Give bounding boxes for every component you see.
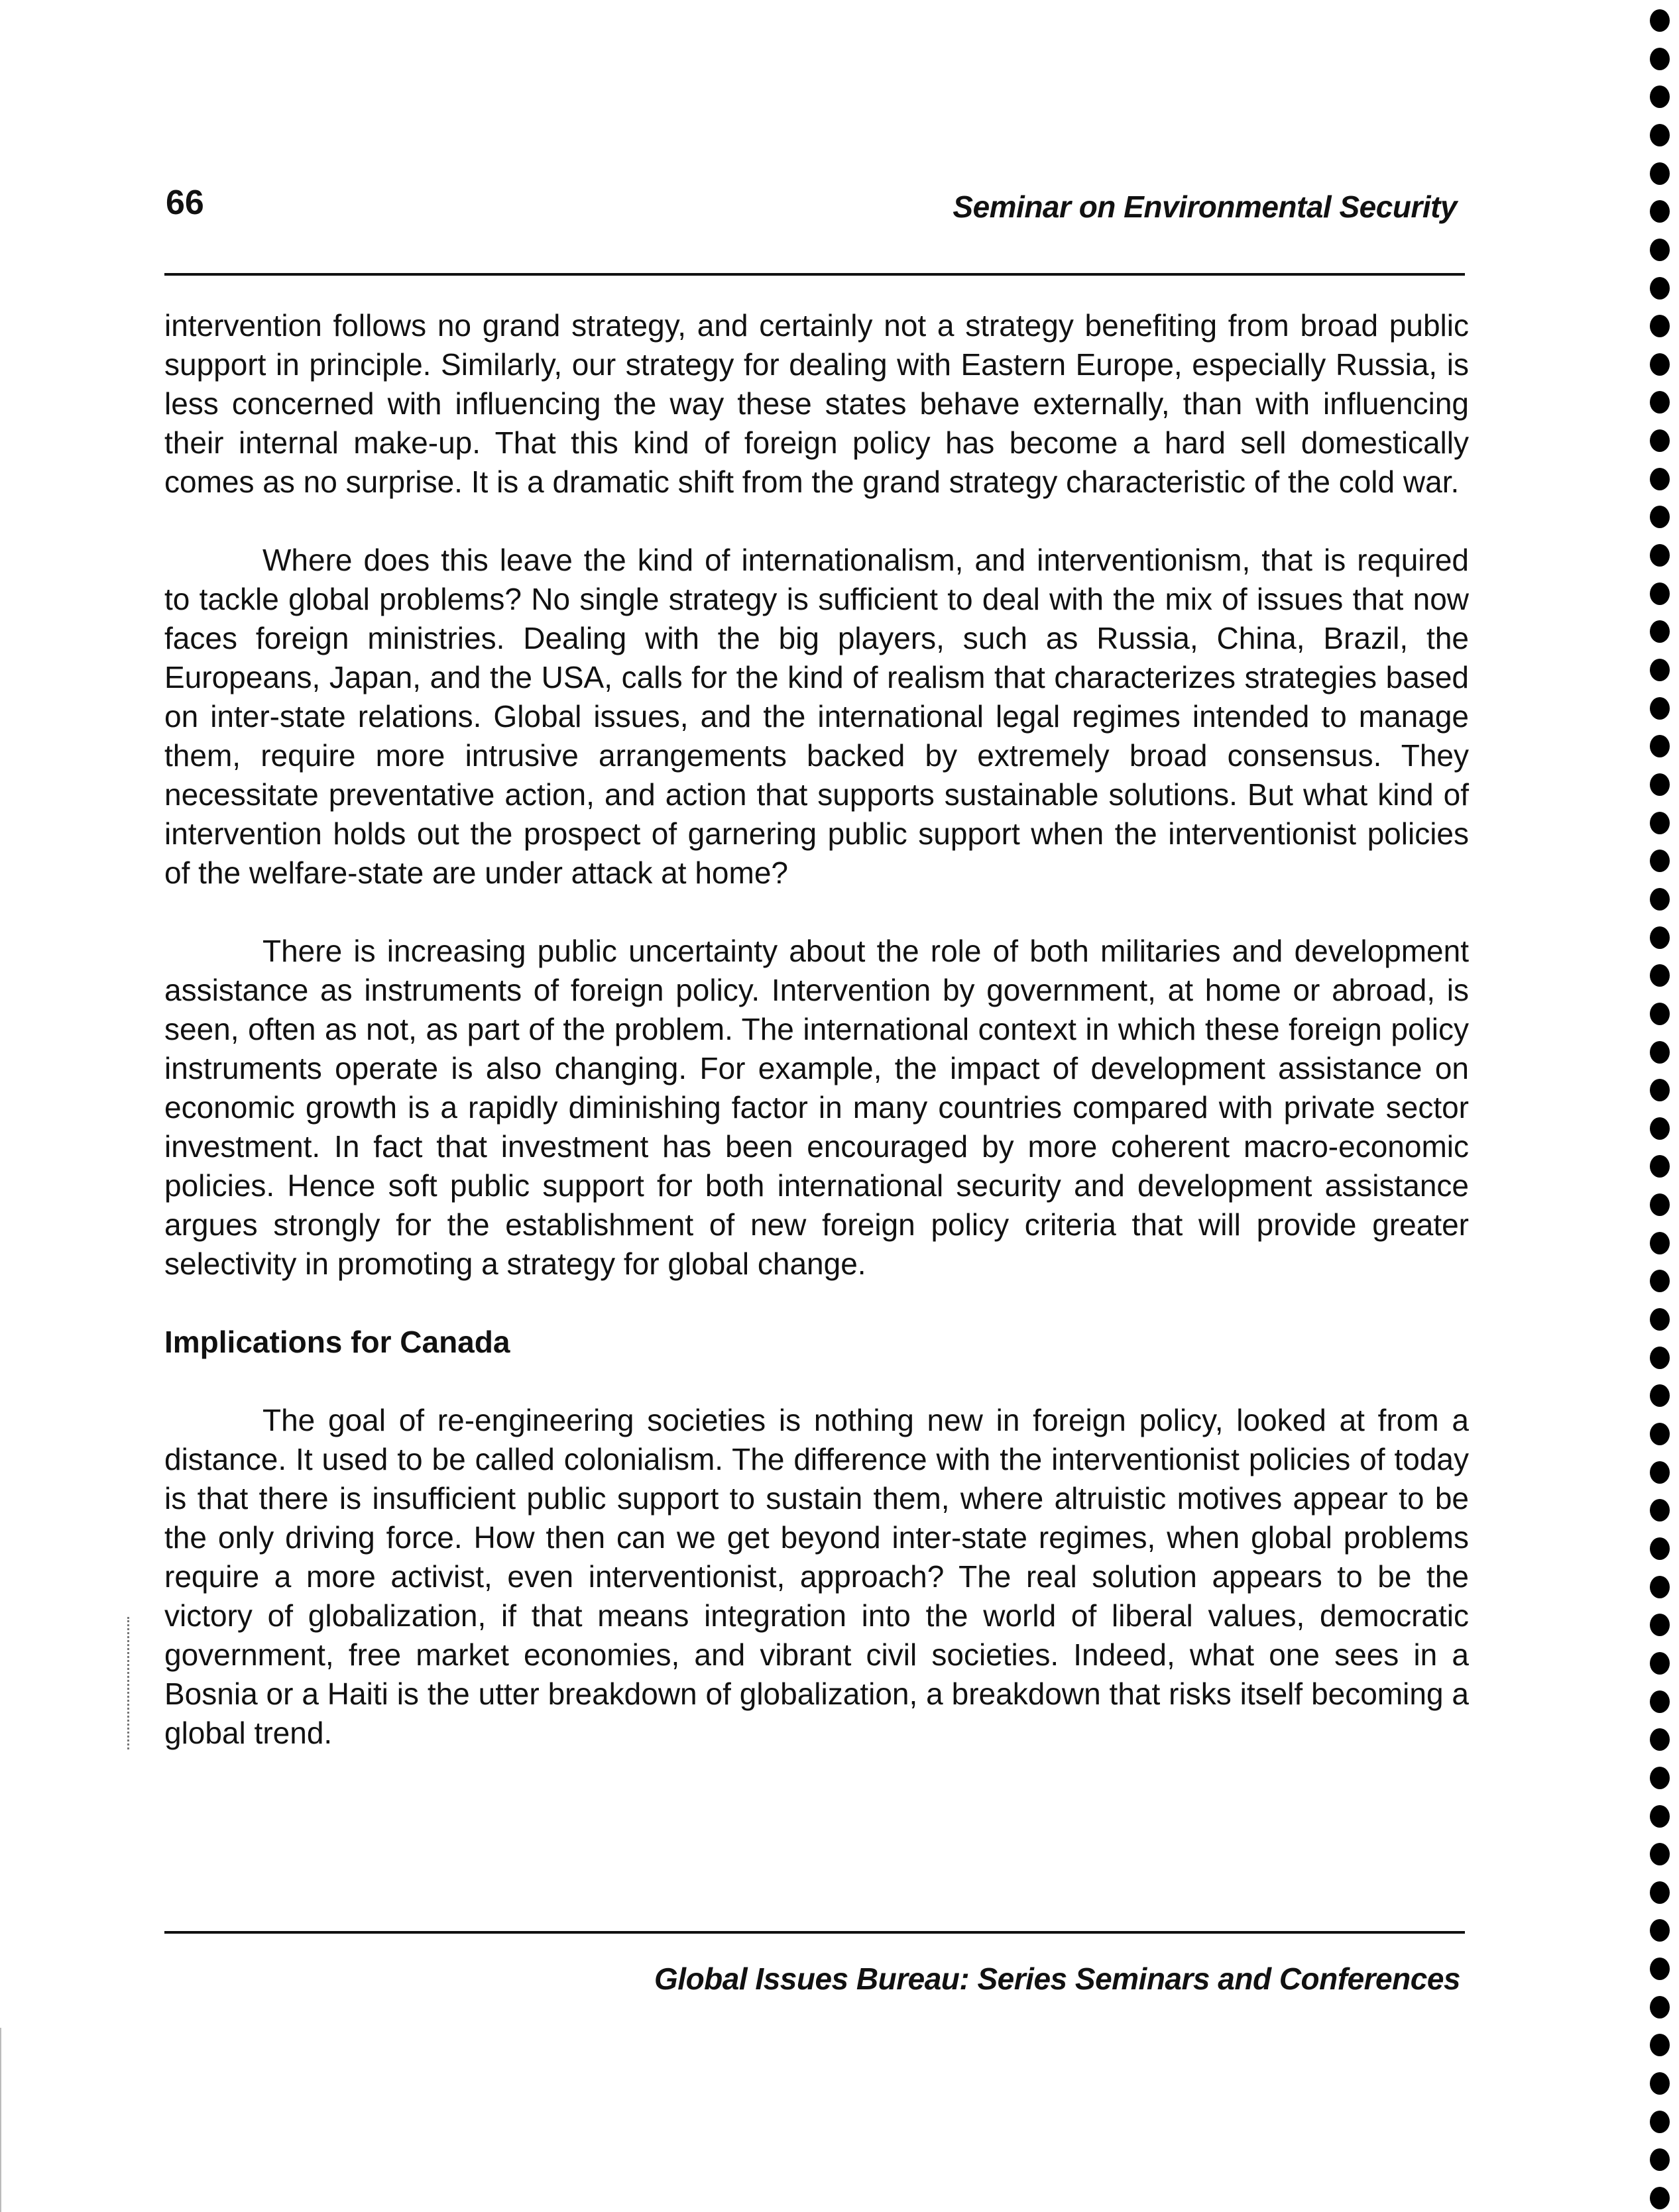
binding-hole: [1650, 239, 1670, 261]
binding-hole: [1650, 124, 1670, 146]
binding-hole: [1650, 1232, 1670, 1254]
header-rule: [164, 273, 1465, 276]
binding-hole: [1650, 1270, 1670, 1292]
binding-hole: [1650, 429, 1670, 452]
binding-hole: [1650, 1996, 1670, 2018]
binding-holes-strip: [1633, 0, 1679, 2212]
binding-hole: [1650, 1499, 1670, 1521]
binding-hole: [1650, 1003, 1670, 1025]
binding-hole: [1650, 850, 1670, 872]
binding-hole: [1650, 773, 1670, 796]
binding-hole: [1650, 1117, 1670, 1140]
binding-hole: [1650, 48, 1670, 70]
binding-hole: [1650, 544, 1670, 567]
page-number: 66: [166, 184, 204, 222]
binding-hole: [1650, 926, 1670, 949]
binding-hole: [1650, 1805, 1670, 1828]
binding-hole: [1650, 1652, 1670, 1675]
running-header-title: Seminar on Environmental Security: [953, 190, 1457, 224]
margin-scan-mark: [127, 1617, 131, 1749]
section-heading: Implications for Canada: [164, 1325, 510, 1359]
binding-hole: [1650, 391, 1670, 414]
running-footer-title: Global Issues Bureau: Series Seminars and Conferences: [654, 1962, 1460, 1996]
binding-hole: [1650, 9, 1670, 32]
binding-hole: [1650, 2072, 1670, 2095]
binding-hole: [1650, 1384, 1670, 1407]
binding-hole: [1650, 1079, 1670, 1101]
binding-hole: [1650, 2034, 1670, 2056]
footer-rule: [164, 1931, 1465, 1934]
binding-hole: [1650, 1193, 1670, 1216]
binding-hole: [1650, 1881, 1670, 1904]
binding-hole: [1650, 1576, 1670, 1598]
binding-hole: [1650, 468, 1670, 490]
binding-hole: [1650, 1423, 1670, 1445]
binding-hole: [1650, 1843, 1670, 1865]
binding-hole: [1650, 888, 1670, 911]
binding-hole: [1650, 1461, 1670, 1484]
binding-hole: [1650, 1155, 1670, 1178]
binding-hole: [1650, 200, 1670, 223]
binding-hole: [1650, 1919, 1670, 1942]
binding-hole: [1650, 85, 1670, 108]
body-paragraph-3: There is increasing public uncertainty about the role of both militaries and development assistance as instruments of foreign policy. Intervention by government, at home or abroad, is seen, often as not, as part of the problem. The international context in which these foreign policy instruments operate is also changing. For example, the impact of development assistance on economic growth is a rapidly diminishing factor in many countries compared with private sector investment. In fact that investment has been encouraged by more coherent macro-economic policies. Hence soft public support for both international security and development assistance argues strongly for the establishment of new foreign policy criteria that will provide greater selectivity in promoting a strategy for global change.: [164, 934, 1469, 1281]
document-body: [164, 306, 1469, 1792]
binding-hole: [1650, 582, 1670, 605]
binding-hole: [1650, 2187, 1670, 2209]
binding-hole: [1650, 277, 1670, 300]
binding-hole: [1650, 315, 1670, 337]
binding-hole: [1650, 1041, 1670, 1064]
binding-hole: [1650, 1690, 1670, 1713]
edge-scan-mark: [0, 2028, 1, 2212]
binding-hole: [1650, 1728, 1670, 1751]
binding-hole: [1650, 1614, 1670, 1636]
binding-hole: [1650, 964, 1670, 987]
binding-hole: [1650, 812, 1670, 834]
binding-hole: [1650, 1958, 1670, 1980]
binding-hole: [1650, 353, 1670, 376]
binding-hole: [1650, 2111, 1670, 2133]
binding-hole: [1650, 1537, 1670, 1560]
binding-hole: [1650, 506, 1670, 528]
binding-hole: [1650, 2148, 1670, 2171]
body-paragraph-2: Where does this leave the kind of internationalism, and interventionism, that is required to tackle global problems? No single strategy is sufficient to deal with the mix of issues that now faces foreign ministries. Dealing with the big players, such as Russia, China, Brazil, the Europeans, Japan, and the USA, calls for the kind of realism that characterizes strategies based on inter-state relations. Global issues, and the international legal regimes intended to manage them, require more intrusive arrangements backed by extremely broad consensus. They necessitate preventative action, and action that supports sustainable solutions. But what kind of intervention holds out the prospect of garnering public support when the interventionist policies of the welfare-state are under attack at home?: [164, 543, 1469, 890]
binding-hole: [1650, 1767, 1670, 1789]
binding-hole: [1650, 697, 1670, 720]
section-paragraph: The goal of re-engineering societies is nothing new in foreign policy, looked at from a distance. It used to be called colonialism. The difference with the interventionist policies of today is that there is insufficient public support to sustain them, where altruistic motives appear to be the only driving force. How then can we get beyond inter-state regimes, when global problems require a more activist, even interventionist, approach? The real solution appears to be the victory of globalization, if that means integration into the world of liberal values, democratic government, free market economies, and vibrant civil societies. Indeed, what one sees in a Bosnia or a Haiti is the utter breakdown of globalization, a breakdown that risks itself becoming a global trend.: [164, 1403, 1469, 1750]
binding-hole: [1650, 1347, 1670, 1369]
binding-hole: [1650, 162, 1670, 185]
binding-hole: [1650, 620, 1670, 643]
binding-hole: [1650, 735, 1670, 757]
binding-hole: [1650, 1308, 1670, 1331]
binding-hole: [1650, 659, 1670, 681]
body-paragraph-1: intervention follows no grand strategy, and certainly not a strategy benefiting from broad public support in principle. Similarly, our strategy for dealing with Eastern Europe, especially Russia, is less concerned with influencing the way these states behave externally, than with influencing their internal make-up. That this kind of foreign policy has become a hard sell domestically comes as no surprise. It is a dramatic shift from the grand strategy characteristic of the cold war.: [164, 308, 1469, 499]
